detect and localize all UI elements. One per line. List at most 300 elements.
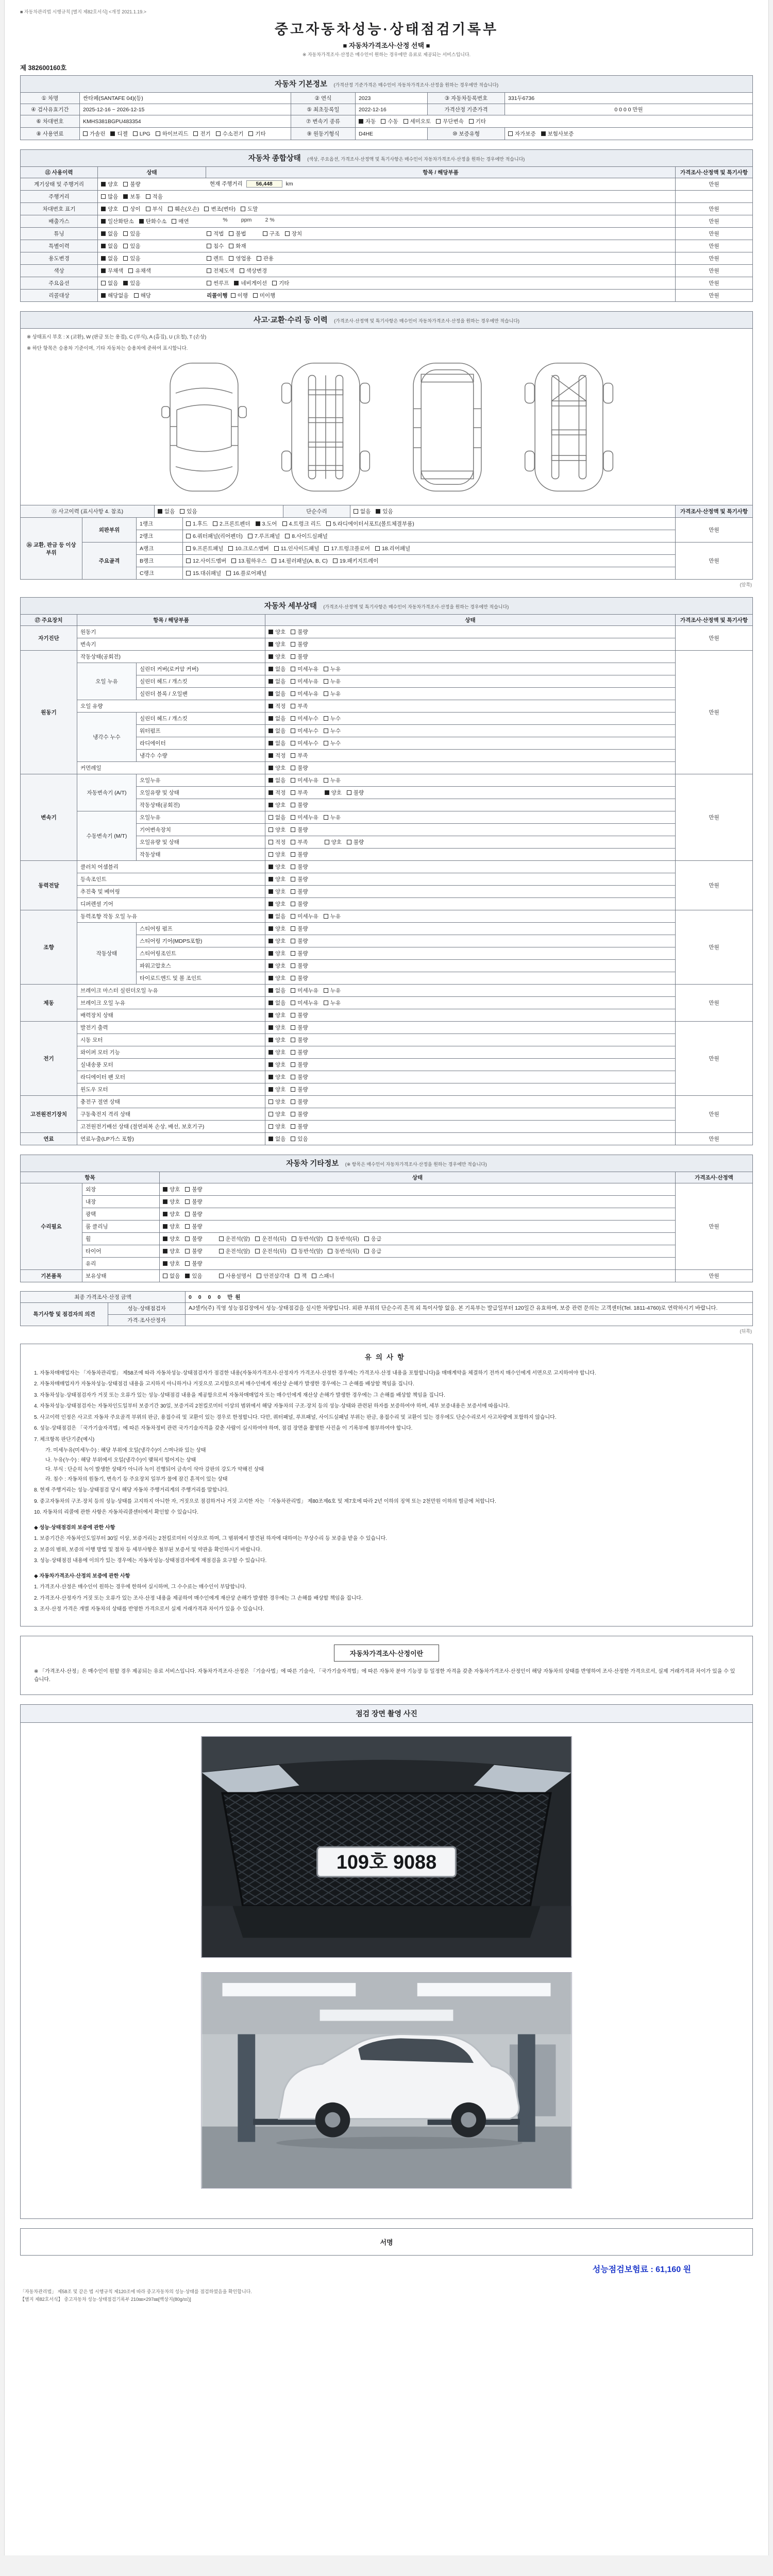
checkbox[interactable] <box>291 766 295 770</box>
checkbox-checked[interactable] <box>268 1013 273 1018</box>
checkbox[interactable] <box>240 268 244 273</box>
checkbox[interactable] <box>291 753 295 758</box>
option[interactable] <box>123 205 140 213</box>
checkbox-checked[interactable] <box>268 704 273 708</box>
checkbox[interactable] <box>328 1249 332 1253</box>
checkbox[interactable] <box>263 231 267 236</box>
checkbox[interactable] <box>375 546 380 551</box>
checkbox[interactable] <box>207 231 211 236</box>
checkbox[interactable] <box>268 815 273 820</box>
option[interactable] <box>268 1011 285 1019</box>
option[interactable] <box>364 1247 381 1255</box>
checkbox-checked[interactable] <box>268 654 273 659</box>
option[interactable] <box>268 653 285 660</box>
option[interactable] <box>186 520 208 528</box>
checkbox[interactable] <box>324 815 328 820</box>
checkbox-checked[interactable] <box>268 741 273 745</box>
option[interactable] <box>347 838 364 846</box>
checkbox[interactable] <box>231 558 236 563</box>
option[interactable] <box>291 702 308 710</box>
option[interactable] <box>291 690 318 698</box>
option[interactable] <box>268 1036 285 1044</box>
option[interactable] <box>291 1073 308 1081</box>
checkbox[interactable] <box>324 728 328 733</box>
checkbox-checked[interactable] <box>268 716 273 721</box>
checkbox[interactable] <box>381 119 385 124</box>
checkbox[interactable] <box>291 827 295 832</box>
checkbox[interactable] <box>186 571 191 575</box>
option[interactable] <box>101 205 118 213</box>
checkbox[interactable] <box>291 1112 295 1116</box>
checkbox[interactable] <box>268 827 273 832</box>
checkbox[interactable] <box>257 256 261 261</box>
option[interactable] <box>268 814 285 821</box>
checkbox[interactable] <box>268 840 273 844</box>
checkbox-checked[interactable] <box>123 281 128 285</box>
option[interactable] <box>324 690 341 698</box>
option[interactable] <box>291 974 308 982</box>
checkbox[interactable] <box>228 546 233 551</box>
checkbox[interactable] <box>219 1274 224 1278</box>
checkbox[interactable] <box>268 852 273 857</box>
option[interactable] <box>312 1272 334 1280</box>
option[interactable] <box>268 962 285 970</box>
option[interactable] <box>268 764 285 772</box>
checkbox[interactable] <box>229 256 233 261</box>
option[interactable] <box>128 267 150 275</box>
checkbox-checked[interactable] <box>268 865 273 869</box>
option[interactable] <box>325 789 342 796</box>
checkbox[interactable] <box>292 1249 296 1253</box>
option[interactable] <box>285 532 328 540</box>
option[interactable] <box>268 690 285 698</box>
checkbox[interactable] <box>324 778 328 783</box>
option[interactable] <box>268 888 285 895</box>
checkbox-checked[interactable] <box>268 728 273 733</box>
option[interactable] <box>291 789 308 796</box>
checkbox[interactable] <box>291 630 295 634</box>
option[interactable] <box>268 950 285 957</box>
checkbox-checked[interactable] <box>101 244 106 248</box>
checkbox-checked[interactable] <box>101 293 106 298</box>
option[interactable] <box>146 193 163 200</box>
option[interactable] <box>163 1272 180 1280</box>
checkbox[interactable] <box>291 691 295 696</box>
option[interactable] <box>347 789 364 796</box>
option[interactable] <box>253 292 275 299</box>
checkbox[interactable] <box>324 914 328 919</box>
option[interactable] <box>123 180 140 188</box>
option[interactable] <box>163 1260 180 1267</box>
checkbox[interactable] <box>291 642 295 647</box>
checkbox-checked[interactable] <box>268 1087 273 1092</box>
checkbox[interactable] <box>216 131 221 136</box>
checkbox[interactable] <box>291 679 295 684</box>
option[interactable] <box>324 665 341 673</box>
checkbox[interactable] <box>248 131 253 136</box>
checkbox[interactable] <box>248 534 253 538</box>
checkbox[interactable] <box>185 1187 190 1192</box>
checkbox-checked[interactable] <box>268 630 273 634</box>
checkbox[interactable] <box>285 534 290 538</box>
checkbox-checked[interactable] <box>268 1137 273 1141</box>
checkbox[interactable] <box>291 815 295 820</box>
option[interactable] <box>268 727 285 735</box>
checkbox-checked[interactable] <box>268 877 273 882</box>
option[interactable] <box>291 962 308 970</box>
option[interactable] <box>268 875 285 883</box>
option[interactable] <box>291 1036 308 1044</box>
option[interactable] <box>133 131 150 137</box>
checkbox[interactable] <box>328 1236 332 1241</box>
option[interactable] <box>257 255 274 262</box>
option[interactable] <box>324 776 341 784</box>
option[interactable] <box>163 1223 180 1230</box>
checkbox[interactable] <box>324 691 328 696</box>
checkbox[interactable] <box>134 293 139 298</box>
option[interactable] <box>216 130 244 138</box>
checkbox-checked[interactable] <box>101 268 106 273</box>
option[interactable] <box>101 180 118 188</box>
option[interactable] <box>333 557 378 565</box>
option[interactable] <box>324 999 341 1007</box>
checkbox-checked[interactable] <box>101 219 106 224</box>
option[interactable] <box>101 230 118 238</box>
checkbox-checked[interactable] <box>163 1236 167 1241</box>
checkbox[interactable] <box>219 1236 224 1241</box>
option[interactable] <box>291 888 308 895</box>
option[interactable] <box>268 1098 285 1106</box>
checkbox-checked[interactable] <box>268 1001 273 1005</box>
option[interactable] <box>185 1198 202 1206</box>
checkbox-checked[interactable] <box>268 963 273 968</box>
checkbox[interactable] <box>186 534 191 538</box>
checkbox[interactable] <box>123 182 128 187</box>
option[interactable] <box>101 267 123 275</box>
option[interactable] <box>272 279 289 287</box>
checkbox[interactable] <box>333 558 338 563</box>
option[interactable] <box>268 1048 285 1056</box>
option[interactable] <box>376 507 393 515</box>
option[interactable] <box>291 1024 308 1031</box>
checkbox[interactable] <box>291 778 295 783</box>
checkbox[interactable] <box>291 654 295 659</box>
option[interactable] <box>291 826 308 834</box>
checkbox-checked[interactable] <box>268 691 273 696</box>
option[interactable] <box>268 715 285 722</box>
option[interactable] <box>364 1235 381 1243</box>
checkbox[interactable] <box>291 1025 295 1030</box>
checkbox[interactable] <box>508 131 513 136</box>
option[interactable] <box>168 205 199 213</box>
checkbox[interactable] <box>253 293 258 298</box>
checkbox-checked[interactable] <box>101 256 106 261</box>
option[interactable] <box>291 987 318 994</box>
checkbox-checked[interactable] <box>185 1274 190 1278</box>
checkbox[interactable] <box>186 546 191 551</box>
option[interactable] <box>508 130 536 138</box>
checkbox[interactable] <box>219 1249 224 1253</box>
checkbox[interactable] <box>274 546 279 551</box>
checkbox[interactable] <box>324 988 328 993</box>
checkbox-checked[interactable] <box>268 889 273 894</box>
checkbox[interactable] <box>156 131 160 136</box>
option[interactable] <box>469 117 486 125</box>
checkbox[interactable] <box>324 667 328 671</box>
option[interactable] <box>207 230 224 238</box>
option[interactable] <box>268 640 285 648</box>
option[interactable] <box>158 507 175 515</box>
option[interactable] <box>268 665 285 673</box>
option[interactable] <box>186 545 223 552</box>
checkbox[interactable] <box>146 207 150 211</box>
checkbox-checked[interactable] <box>268 926 273 931</box>
checkbox[interactable] <box>291 926 295 931</box>
checkbox[interactable] <box>291 741 295 745</box>
option[interactable] <box>123 230 140 238</box>
option[interactable] <box>291 801 308 809</box>
checkbox[interactable] <box>347 840 351 844</box>
option[interactable] <box>228 545 268 552</box>
checkbox[interactable] <box>123 244 128 248</box>
option[interactable] <box>268 838 285 846</box>
option[interactable] <box>219 1235 250 1243</box>
checkbox-checked[interactable] <box>139 219 144 224</box>
option[interactable] <box>291 814 318 821</box>
option[interactable] <box>268 1073 285 1081</box>
checkbox-checked[interactable] <box>541 131 546 136</box>
checkbox[interactable] <box>291 939 295 943</box>
option[interactable] <box>291 838 308 846</box>
option[interactable] <box>375 545 410 552</box>
checkbox[interactable] <box>291 951 295 956</box>
checkbox[interactable] <box>291 790 295 795</box>
option[interactable] <box>257 1272 290 1280</box>
checkbox-checked[interactable] <box>101 182 106 187</box>
checkbox-checked[interactable] <box>101 231 106 236</box>
option[interactable] <box>163 1198 180 1206</box>
checkbox[interactable] <box>291 1087 295 1092</box>
option[interactable] <box>291 665 318 673</box>
option[interactable] <box>268 974 285 982</box>
checkbox-checked[interactable] <box>163 1199 167 1204</box>
option[interactable] <box>268 789 285 796</box>
option[interactable] <box>291 900 308 908</box>
checkbox[interactable] <box>185 1249 190 1253</box>
checkbox[interactable] <box>123 231 128 236</box>
option[interactable] <box>268 752 285 759</box>
option[interactable] <box>180 507 197 515</box>
checkbox[interactable] <box>101 281 106 285</box>
checkbox[interactable] <box>128 268 133 273</box>
option[interactable] <box>186 569 221 577</box>
checkbox[interactable] <box>325 840 329 844</box>
checkbox[interactable] <box>404 119 408 124</box>
option[interactable] <box>291 752 308 759</box>
option[interactable] <box>234 279 267 287</box>
checkbox[interactable] <box>291 1124 295 1129</box>
option[interactable] <box>172 217 189 225</box>
checkbox-checked[interactable] <box>268 679 273 684</box>
option[interactable] <box>291 1135 308 1143</box>
option[interactable] <box>291 677 318 685</box>
option[interactable] <box>291 628 308 636</box>
checkbox[interactable] <box>364 1236 369 1241</box>
option[interactable] <box>328 1247 359 1255</box>
option[interactable] <box>268 1135 285 1143</box>
option[interactable] <box>291 1048 308 1056</box>
option[interactable] <box>291 1011 308 1019</box>
checkbox[interactable] <box>324 546 329 551</box>
checkbox[interactable] <box>163 1274 167 1278</box>
option[interactable] <box>291 875 308 883</box>
checkbox[interactable] <box>272 558 276 563</box>
checkbox-checked[interactable] <box>123 194 128 199</box>
checkbox[interactable] <box>101 194 106 199</box>
checkbox[interactable] <box>186 521 191 526</box>
checkbox[interactable] <box>291 1062 295 1067</box>
checkbox-checked[interactable] <box>376 509 380 514</box>
checkbox[interactable] <box>324 741 328 745</box>
option[interactable] <box>291 912 318 920</box>
option[interactable] <box>213 520 250 528</box>
checkbox[interactable] <box>291 1013 295 1018</box>
option[interactable] <box>134 292 151 299</box>
checkbox-checked[interactable] <box>268 642 273 647</box>
option[interactable] <box>101 217 134 225</box>
checkbox[interactable] <box>291 988 295 993</box>
option[interactable] <box>291 640 308 648</box>
option[interactable] <box>268 702 285 710</box>
checkbox[interactable] <box>255 1236 260 1241</box>
option[interactable] <box>268 1061 285 1069</box>
checkbox[interactable] <box>291 889 295 894</box>
option[interactable] <box>268 987 285 994</box>
option[interactable] <box>282 520 321 528</box>
option[interactable] <box>404 117 431 125</box>
option[interactable] <box>268 776 285 784</box>
option[interactable] <box>291 1086 308 1093</box>
checkbox-checked[interactable] <box>268 988 273 993</box>
checkbox[interactable] <box>312 1274 316 1278</box>
option[interactable] <box>268 739 285 747</box>
option[interactable] <box>101 193 118 200</box>
option[interactable] <box>436 117 464 125</box>
checkbox-checked[interactable] <box>163 1249 167 1253</box>
option[interactable] <box>219 1247 250 1255</box>
option[interactable] <box>156 130 189 138</box>
checkbox-checked[interactable] <box>163 1212 167 1216</box>
checkbox[interactable] <box>291 704 295 708</box>
checkbox-checked[interactable] <box>101 207 106 211</box>
checkbox-checked[interactable] <box>268 939 273 943</box>
option[interactable] <box>268 628 285 636</box>
checkbox[interactable] <box>291 1075 295 1079</box>
checkbox[interactable] <box>354 509 358 514</box>
checkbox[interactable] <box>207 244 211 248</box>
checkbox[interactable] <box>268 1099 273 1104</box>
option[interactable] <box>324 739 341 747</box>
checkbox[interactable] <box>229 244 233 248</box>
option[interactable] <box>291 925 308 933</box>
option[interactable] <box>231 557 266 565</box>
option[interactable] <box>324 814 341 821</box>
option[interactable] <box>291 937 308 945</box>
checkbox-checked[interactable] <box>268 803 273 807</box>
checkbox[interactable] <box>291 667 295 671</box>
checkbox-checked[interactable] <box>268 778 273 783</box>
option[interactable] <box>139 217 167 225</box>
option[interactable] <box>291 1061 308 1069</box>
checkbox[interactable] <box>268 1112 273 1116</box>
checkbox-checked[interactable] <box>268 1025 273 1030</box>
option[interactable] <box>324 715 341 722</box>
option[interactable] <box>291 1110 308 1118</box>
checkbox[interactable] <box>185 1212 190 1216</box>
option[interactable] <box>123 255 140 262</box>
checkbox[interactable] <box>123 207 128 211</box>
option[interactable] <box>268 1123 285 1130</box>
checkbox[interactable] <box>257 1274 261 1278</box>
option[interactable] <box>185 1223 202 1230</box>
option[interactable] <box>268 937 285 945</box>
option[interactable] <box>285 230 302 238</box>
checkbox[interactable] <box>241 207 245 211</box>
checkbox-checked[interactable] <box>268 902 273 906</box>
option[interactable] <box>163 1185 180 1193</box>
option[interactable] <box>291 653 308 660</box>
checkbox-checked[interactable] <box>268 914 273 919</box>
checkbox[interactable] <box>292 1236 296 1241</box>
option[interactable] <box>354 507 371 515</box>
checkbox-checked[interactable] <box>268 1050 273 1055</box>
option[interactable] <box>291 715 318 722</box>
checkbox-checked[interactable] <box>268 1038 273 1042</box>
option[interactable] <box>204 205 236 213</box>
option[interactable] <box>185 1247 202 1255</box>
option[interactable] <box>268 1024 285 1031</box>
checkbox-checked[interactable] <box>268 951 273 956</box>
checkbox-checked[interactable] <box>163 1187 167 1192</box>
option[interactable] <box>185 1260 202 1267</box>
checkbox-checked[interactable] <box>234 281 239 285</box>
option[interactable] <box>229 230 246 238</box>
option[interactable] <box>110 130 127 138</box>
checkbox-checked[interactable] <box>256 521 260 526</box>
option[interactable] <box>268 1110 285 1118</box>
option[interactable] <box>207 279 229 287</box>
option[interactable] <box>123 242 140 250</box>
option[interactable] <box>324 545 369 552</box>
checkbox[interactable] <box>229 231 233 236</box>
option[interactable] <box>256 520 277 528</box>
option[interactable] <box>268 900 285 908</box>
checkbox-checked[interactable] <box>158 509 162 514</box>
option[interactable] <box>268 999 285 1007</box>
option[interactable] <box>248 532 280 540</box>
option[interactable] <box>291 776 318 784</box>
checkbox[interactable] <box>185 1199 190 1204</box>
checkbox[interactable] <box>295 1274 299 1278</box>
checkbox[interactable] <box>291 877 295 882</box>
checkbox[interactable] <box>291 963 295 968</box>
checkbox[interactable] <box>326 521 331 526</box>
checkbox[interactable] <box>213 521 217 526</box>
checkbox[interactable] <box>291 1137 295 1141</box>
checkbox[interactable] <box>291 852 295 857</box>
checkbox-checked[interactable] <box>163 1224 167 1229</box>
checkbox[interactable] <box>282 521 287 526</box>
